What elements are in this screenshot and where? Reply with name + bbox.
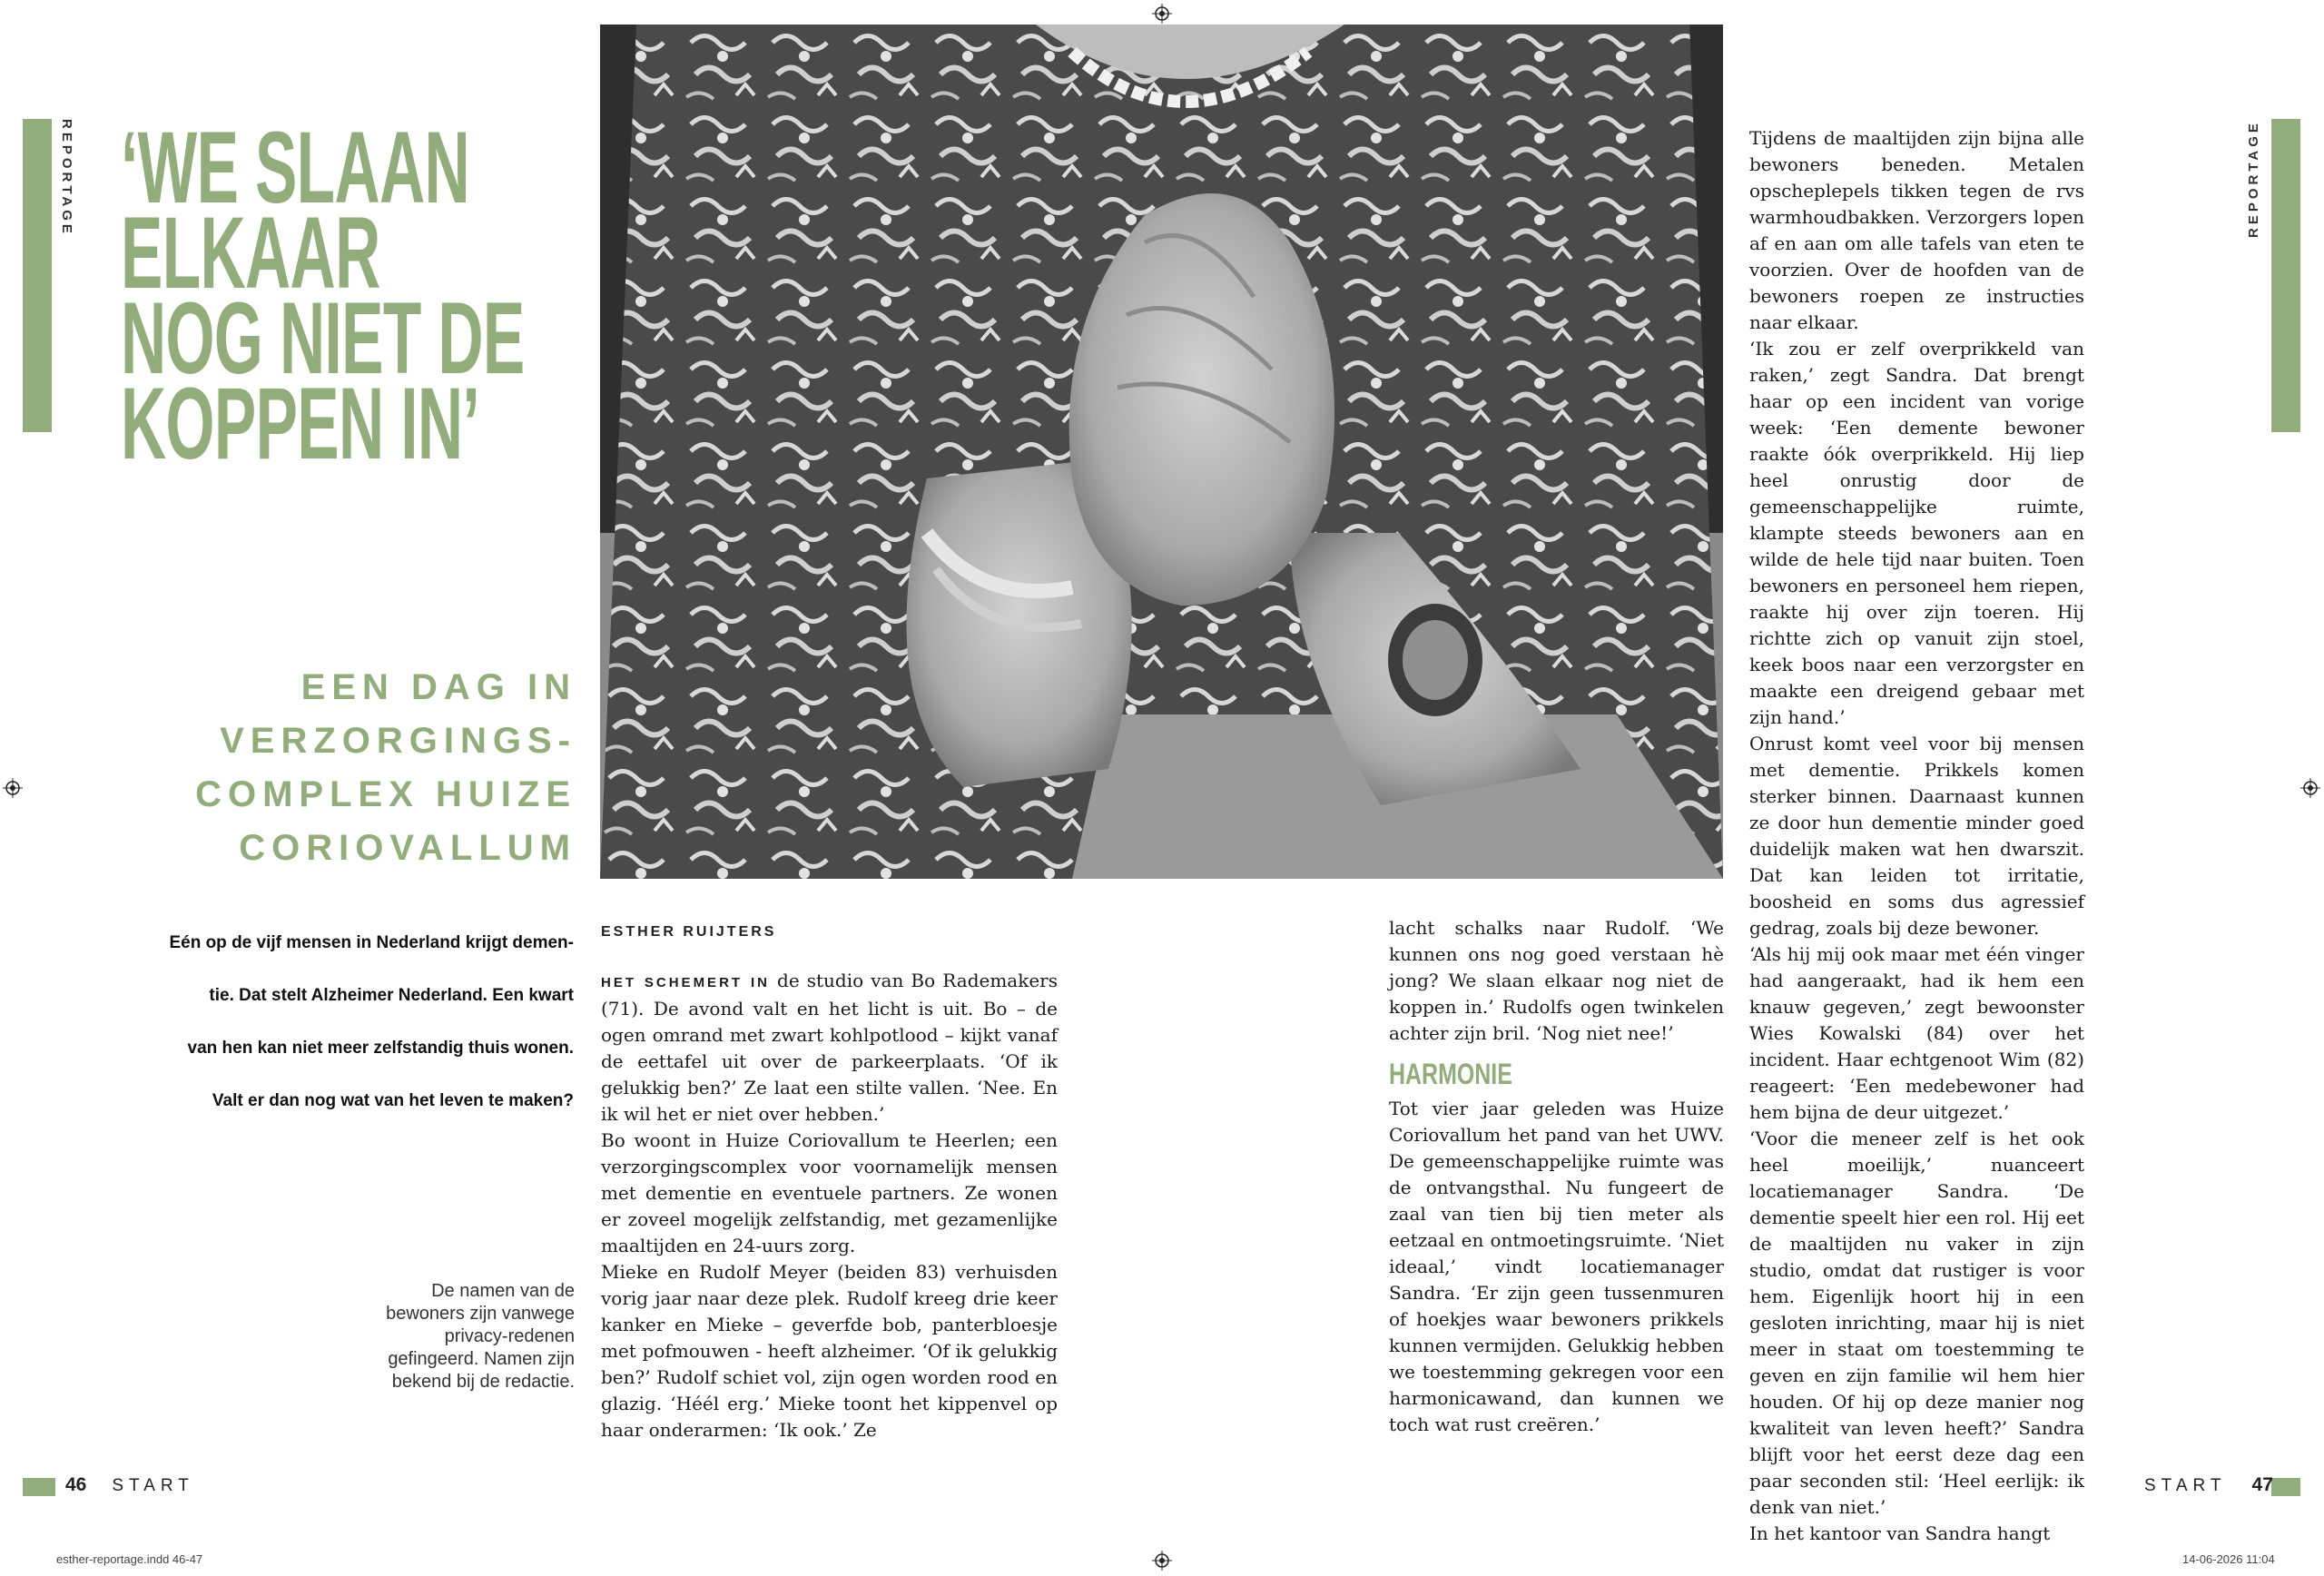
page-number-right: 47: [2251, 1474, 2273, 1495]
paragraph: Mieke en Rudolf Meyer (beiden 83) verhuisden vorig jaar naar deze plek. Rudolf kreeg drie keer kanker en Mieke – geverfde bob, panterbloesje met pofmouwen - heeft alzheimer. ‘Of ik gelukkig ben?’ Rudolf schiet vol, zijn ogen worden rood en glazig. ‘Héél erg.’ Mieke toont het kippenvel op haar onderarmen: ‘Ik ook.’ Ze: [601, 1261, 1058, 1441]
paragraph: Onrust komt veel voor bij mensen met dementie. Prikkels komen sterker binnen. Daarnaast kunnen ze door hun dementie minder goed duidelijk maken wat hen dwarszit. Dat kan leiden tot irritatie, boosheid en soms dus agressief gedrag, zoals bij deze bewoner.: [1749, 733, 2084, 939]
paragraph: lacht schalks naar Rudolf. ‘We kunnen ons nog goed verstaan hè jong? We slaan elkaar nog niet de koppen in.’ Rudolfs ogen twinkelen achter zijn bril. ‘Nog niet nee!’: [1389, 917, 1724, 1044]
byline: ESTHER RUIJTERS: [601, 924, 777, 940]
article-column-1: [601, 968, 1058, 1443]
folio-left: [65, 1474, 194, 1496]
headline-line: ‘WE SLAAN: [121, 111, 470, 224]
paragraph: ‘Voor die meneer zelf is het ook heel moeilijk,’ nuanceert locatiemanager Sandra. ‘De dementie speelt hier een rol. Hij eet de maaltijden nu vaker in zijn studio, omdat dat rustiger is voor hem. Eigenlijk hoort hij in een gesloten inrichting, maar hij is niet meer in staat om toestemming te geven en zijn familie wil hem hier houden. Of hij op deze manier nog kwaliteit van leven heeft?’ Sandra blijft voor het eerst deze dag een paar seconden stil: ‘Heel eerlijk: ik denk van niet.’: [1749, 1128, 2084, 1518]
section-label-left: REPORTAGE: [59, 119, 74, 237]
intro-line: Valt er dan nog wat van het leven te maken?: [212, 1091, 574, 1110]
article-column-2: [1389, 915, 1724, 1438]
intro-line: van hen kan niet meer zelfstandig thuis wonen.: [187, 1039, 574, 1058]
paragraph: [601, 968, 1058, 1128]
intro-line: Eén op de vijf mensen in Nederland krijgt demen-: [169, 933, 574, 952]
paragraph: Tijdens de maaltijden zijn bijna alle bewoners beneden. Metalen opscheplepels tikken tegen de rvs warmhoudbakken. Verzorgers lopen af en aan om alle tafels van eten te voorzien. Over de hoofden van de bewoners roepen ze instructies naar elkaar.: [1749, 127, 2084, 333]
registration-mark-icon: [1152, 1551, 1172, 1571]
registration-mark-icon: [1152, 4, 1172, 24]
slug-file: esther-reportage.indd 46-47: [56, 1552, 203, 1566]
intro-line: tie. Dat stelt Alzheimer Nederland. Een kwart: [209, 986, 574, 1005]
lead-in: HET SCHEMERT IN: [601, 975, 770, 990]
subhead-line: EEN DAG IN: [300, 667, 576, 707]
privacy-note: De namen van de bewoners zijn vanwege privacy-redenen gefingeerd. Namen zijn bekend bij de redactie.: [386, 1281, 575, 1392]
subhead-line: VERZORGINGS-: [220, 721, 576, 761]
magazine-name-right: START: [2144, 1476, 2227, 1495]
folio-right: [2144, 1474, 2273, 1496]
magazine-name-left: START: [112, 1476, 194, 1495]
intro-text: [136, 917, 574, 1128]
hands-photo-illustration: [600, 25, 1723, 879]
section-subhead: HARMONIE: [1389, 1058, 1512, 1090]
folio-bar-right: [2271, 1478, 2300, 1496]
paragraph: Bo woont in Huize Coriovallum te Heerlen; een verzorgingscomplex voor voornamelijk mensen met dementie en eventuele partners. Ze wonen er zoveel mogelijk zelfstandig, met gezamenlijke maaltijden en 24-uurs zorg.: [601, 1129, 1058, 1256]
accent-bar-right: [2271, 119, 2300, 432]
registration-mark-icon: [2300, 778, 2320, 798]
subheadline: [195, 661, 576, 875]
folio-bar-left: [23, 1478, 55, 1496]
headline: [121, 111, 525, 480]
headline-line: ELKAAR: [121, 196, 380, 310]
paragraph: ‘Als hij mij ook maar met één vinger had aangeraakt, had ik hem een knauw gegeven,’ zegt bewoonster Wies Kowalski (84) over het incident. Haar echtgenoot Wim (82) reageert: ‘Een medebewoner had hem bijna de deur uitgezet.’: [1749, 943, 2084, 1123]
section-label-right: REPORTAGE: [2246, 120, 2261, 238]
hands-photo: [600, 25, 1723, 879]
paragraph: Tot vier jaar geleden was Huize Coriovallum het pand van het UWV. De gemeenschappelijke ruimte was de ontvangsthal. Nu fungeert de zaal van tien bij tien meter als eetzaal en ontmoetingsruimte. ‘Niet ideaal,’ vindt locatiemanager Sandra. ‘Er zijn geen tussenmuren of hoekjes waar bewoners prikkels kunnen vermijden. Gelukkig hebben we toestemming gekregen voor een harmonicawand, dan kunnen we toch wat rust creëren.’: [1389, 1098, 1724, 1435]
paragraph-text: de studio van Bo Rademakers (71). De avond valt en het licht is uit. Bo – de ogen omrand met zwart kohlpotlood – kijkt vanaf de eettafel uit over de parkeerplaats. ‘Of ik gelukkig ben?’ Ze laat een stilte vallen. ‘Nee. En ik wil het er niet over hebben.’: [601, 970, 1058, 1125]
paragraph: ‘Ik zou er zelf overprikkeld van raken,’ zegt Sandra. Dat brengt haar op een incident van vorige week: ‘Een demente bewoner raakte óók overprikkeld. Hij liep heel onrustig door de gemeenschappelijke ruimte, klampte steeds bewoners aan en wilde de hele tijd naar buiten. Toen bewoners en personeel hem riepen, raakte hij over zijn toeren. Hij richtte zich op vanuit zijn stoel, keek boos naar een verzorgster en maakte een dreigend gebaar met zijn hand.’: [1749, 338, 2084, 728]
registration-mark-icon: [3, 778, 23, 798]
accent-bar-left: [23, 119, 52, 432]
subhead-line: CORIOVALLUM: [239, 828, 576, 868]
headline-line: KOPPEN IN’: [121, 367, 480, 480]
headline-line: NOG NIET DE: [121, 281, 525, 395]
page-number-left: 46: [65, 1474, 87, 1495]
subhead-line: COMPLEX HUIZE: [195, 774, 576, 814]
article-column-3: [1749, 125, 2084, 1547]
paragraph: In het kantoor van Sandra hangt: [1749, 1522, 2051, 1544]
slug-date: 14-06-2026 11:04: [2182, 1552, 2275, 1566]
